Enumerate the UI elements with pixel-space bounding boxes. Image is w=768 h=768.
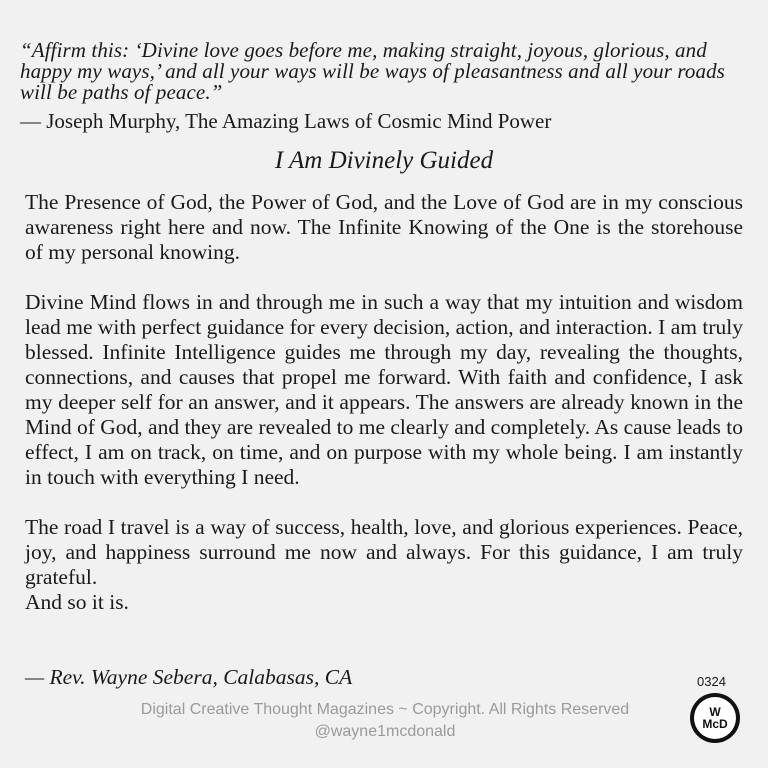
paragraph: And so it is.: [25, 590, 129, 614]
paragraph: Divine Mind flows in and through me in such a way that my intuition and wisdom lead me with perfect guidance for every decision, action, and interaction. I am truly blessed. Infinite Intelligence guides me through my day, revealing the thoughts, connections, and causes that propel me forward. With faith and confidence, I ask my deeper self for an answer, and it appears. The answers are already known in the Mind of God, and they are revealed to me clearly and completely. As cause leads to effect, I am on track, on time, and on purpose with my whole being. I am instantly in touch with everything I need.: [25, 290, 744, 489]
logo-letter: W: [709, 705, 721, 719]
copyright-notice: Digital Creative Thought Magazines ~ Copyright. All Rights Reserved: [140, 701, 630, 718]
issue-code: 0324: [697, 674, 726, 689]
logo-badge: [694, 697, 736, 739]
epigraph-author: — Joseph Murphy, The Amazing Laws of Cosmic Mind Power: [20, 109, 552, 133]
wmcd-logo: [690, 693, 740, 743]
epigraph-quote: “Affirm this: ‘Divine love goes before me, making straight, joyous, glorious, and happy my ways,’ and all your ways will be ways of pleasantness and all your roads will be paths of peace.”: [20, 38, 725, 104]
body-text: [25, 190, 743, 615]
page-title: I Am Divinely Guided: [274, 147, 494, 174]
signature: — Rev. Wayne Sebera, Calabasas, CA: [25, 665, 353, 689]
logo-letters: McD: [702, 717, 728, 731]
paragraph: The Presence of God, the Power of God, and the Love of God are in my conscious awareness right here and now. The Infinite Knowing of the One is the storehouse of my personal knowing.: [25, 190, 743, 264]
paragraph: The road I travel is a way of success, health, love, and glorious experiences. Peace, joy, and happiness surround me now and always. For this guidance, I am truly grateful.: [25, 515, 743, 589]
social-handle: @wayne1mcdonald: [314, 723, 456, 740]
